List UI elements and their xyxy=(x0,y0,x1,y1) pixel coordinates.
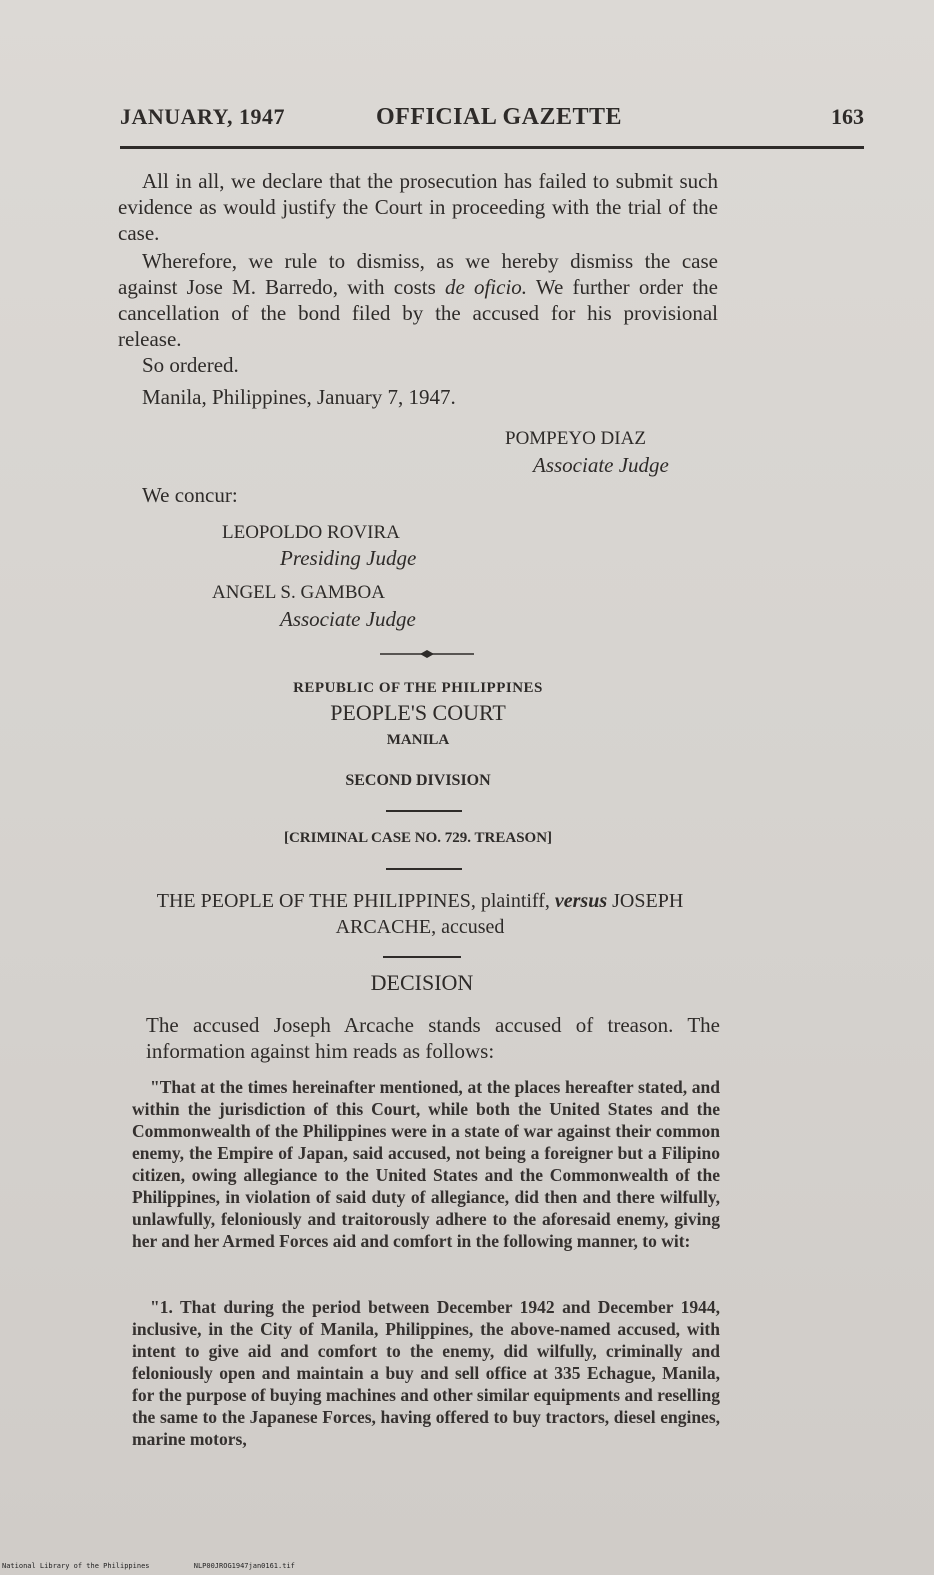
decision-intro: The accused Joseph Arcache stands accused of treason. The information against him reads as follows: xyxy=(146,1013,720,1063)
caption-court: PEOPLE'S COURT xyxy=(330,700,506,725)
footer-library: National Library of the Philippines xyxy=(2,1562,150,1570)
caption-rule-2 xyxy=(386,868,462,870)
paragraph-2-text-a: Wherefore, we rule to dismiss, as we hereby dismiss the case against Jose M. Barredo, with costs xyxy=(118,249,718,299)
associate-judge-title: Associate Judge xyxy=(280,607,416,631)
decision-heading: DECISION xyxy=(370,970,474,995)
footer-file: NLP00JROG1947jan0161.tif xyxy=(193,1562,295,1570)
ornament-divider xyxy=(380,647,474,661)
author-judge-title: Associate Judge xyxy=(533,453,669,477)
caption-rule-3 xyxy=(383,956,461,958)
header-date: JANUARY, 1947 xyxy=(120,104,286,129)
paragraph-1: All in all, we declare that the prosecution has failed to submit such evidence as would justify the Court in proceeding with the trial of the case. xyxy=(118,169,718,245)
caption-case: [CRIMINAL CASE NO. 729. TREASON] xyxy=(283,830,553,846)
caption-republic: REPUBLIC OF THE PHILIPPINES xyxy=(293,680,543,696)
page-header xyxy=(120,104,864,138)
paragraph-so-ordered: So ordered. xyxy=(142,353,239,377)
caption-division: SECOND DIVISION xyxy=(345,772,491,789)
concur-label: We concur: xyxy=(142,483,238,507)
paragraph-date-place: Manila, Philippines, January 7, 1947. xyxy=(142,385,456,409)
caption-city: MANILA xyxy=(386,732,450,748)
paragraph-2 xyxy=(118,248,718,352)
parties-arcache: ARCACHE, xyxy=(335,916,442,938)
parties-people: THE PEOPLE OF THE PHILIPPINES, xyxy=(156,890,481,912)
information-paragraph-2: "1. That during the period between December 1942 and December 1944, inclusive, in the City of Manila, Philippines, the above-named accused, with intent to give aid and comfort to the enemy, did wilfully, criminally and feloniously open and maintain a buy and sell office at 335 Echague, Manila, for the purpose of buying machines and other similar equipments and reselling the same to the Japanese Forces, having offered to buy tractors, diesel engines, marine motors, xyxy=(132,1297,720,1449)
presiding-judge-name: LEOPOLDO ROVIRA xyxy=(222,522,400,543)
header-rule xyxy=(120,146,864,149)
parties-plaintiff: plaintiff, xyxy=(480,890,555,912)
information-paragraph-1: "That at the times hereinafter mentioned, at the places hereafter stated, and within the jurisdiction of this Court, while both the United States and the Commonwealth of the Philippines were in a state of war against their common enemy, the Empire of Japan, said accused, not being a foreigner but a Filipino citizen, owing allegiance to the United States and the Commonwealth of the Philippines, in violation of said duty of allegiance, did then and there wilfully, unlawfully, feloniously and traitorously adhere to the aforesaid enemy, giving her and her Armed Forces aid and comfort in the following manner, to wit: xyxy=(132,1077,720,1251)
caption-rule-1 xyxy=(386,810,462,812)
parties-versus: versus xyxy=(554,890,608,912)
parties-joseph: JOSEPH xyxy=(607,890,684,912)
scan-footer xyxy=(2,1562,335,1570)
caption-parties xyxy=(120,888,720,940)
paragraph-2-text-b: We further order the cancellation of the bond filed by the accused for his provisional release. xyxy=(118,275,718,351)
author-judge-name: POMPEYO DIAZ xyxy=(505,428,646,449)
associate-judge-name: ANGEL S. GAMBOA xyxy=(212,582,385,603)
paragraph-2-italic: de oficio. xyxy=(444,275,528,299)
presiding-judge-title: Presiding Judge xyxy=(280,546,417,570)
header-publication: OFFICIAL GAZETTE xyxy=(376,104,623,130)
parties-accused: accused xyxy=(441,916,505,938)
header-page-number: 163 xyxy=(831,104,864,129)
